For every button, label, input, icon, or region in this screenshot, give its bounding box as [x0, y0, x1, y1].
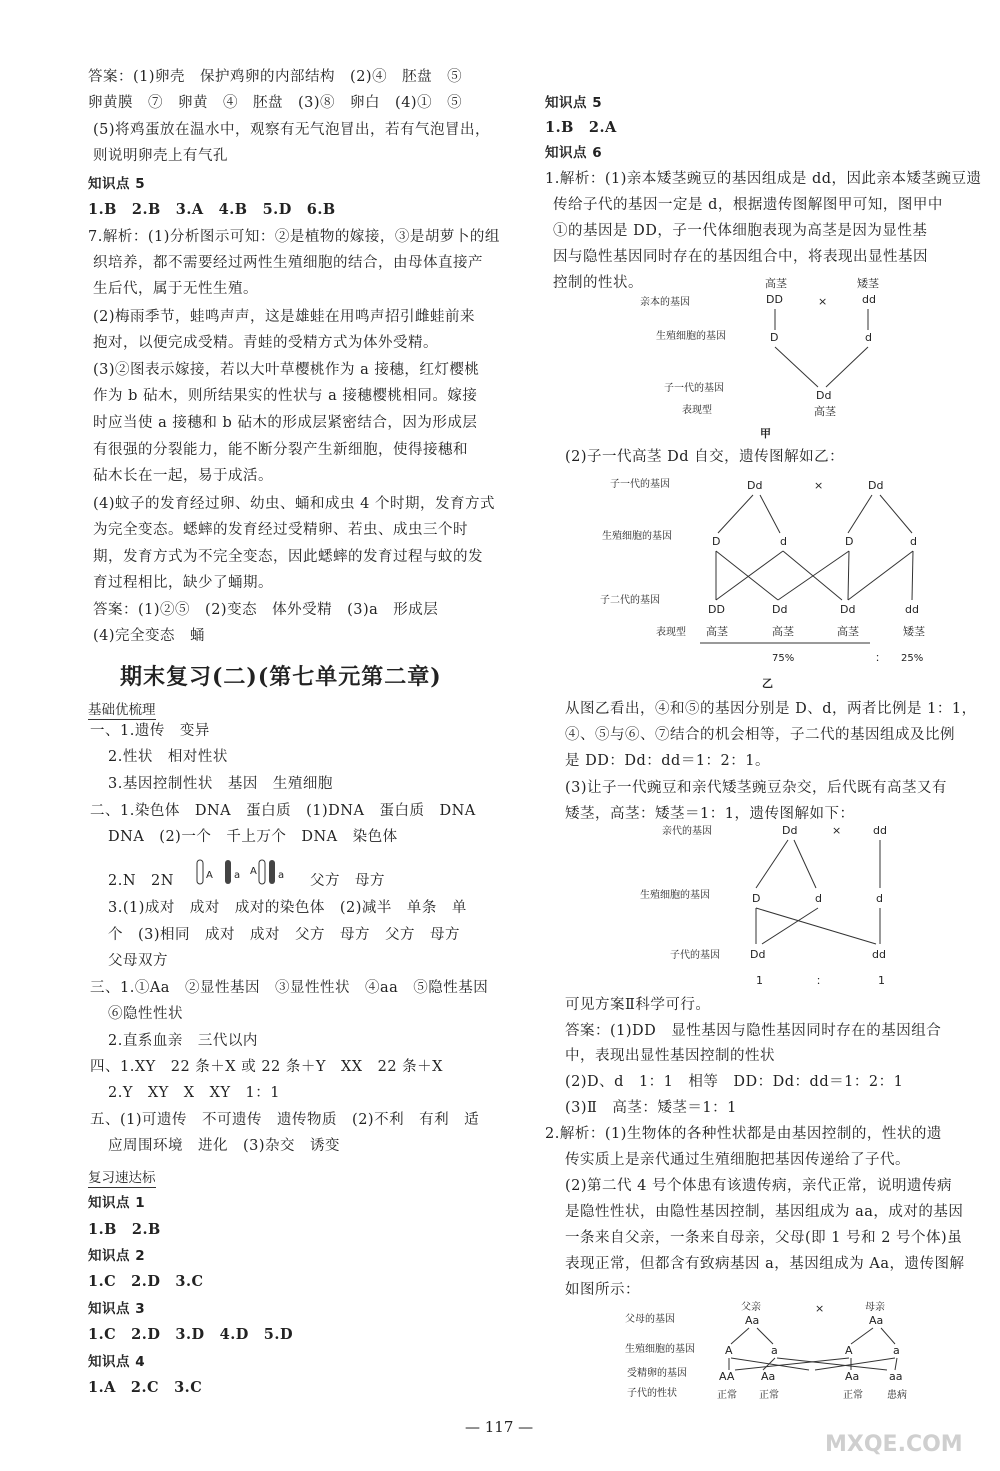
diagram-caption: 甲 [760, 427, 771, 440]
watermark: MXQE.COM [825, 1432, 963, 1457]
diagram-label: d [780, 535, 787, 548]
review-line: 应周围环境 进化 (3)杂交 诱变 [108, 1138, 341, 1154]
diagram-label: × [814, 479, 824, 492]
analysis-line: 是隐性性状，由隐性基因控制，基因组成为 aa，成对的基因 [565, 1204, 964, 1220]
analysis-line: (2)梅雨季节，蛙鸣声声，这是雄蛙在用鸣声招引雌蛙前来 [93, 309, 476, 325]
diagram-label: Dd [868, 479, 884, 492]
knowledge-point-heading: 知识点 4 [88, 1354, 146, 1370]
review-line: 3.(1)成对 成对 成对的染色体 (2)减半 单条 单 [108, 900, 467, 916]
analysis-line: (2)第二代 4 号个体患有该遗传病，亲代正常，说明遗传病 [565, 1178, 952, 1194]
diagram-label: dd [872, 948, 886, 961]
analysis-line: (3)让子一代豌豆和亲代矮茎豌豆杂交，后代既有高茎又有 [565, 780, 948, 796]
diagram-label: 高茎 [706, 625, 728, 638]
answer-line: (5)将鸡蛋放在温水中，观察有无气泡冒出，若有气泡冒出， [93, 122, 491, 138]
diagram-label: d [865, 331, 872, 344]
review-line: 三、1.①Aa ②显性基因 ③显性性状 ④aa ⑤隐性基因 [90, 980, 489, 996]
answer-line: (3)Ⅱ 高茎：矮茎＝1：1 [565, 1100, 737, 1116]
analysis-line: 一条来自父亲，一条来自母亲，父母(即 1 号和 2 号个体)虽 [565, 1230, 963, 1246]
diagram-label: 高茎 [765, 277, 787, 290]
answer-line: 答案：(1)卵壳 保护鸡卵的内部结构 (2)④ 胚盘 ⑤ [88, 69, 463, 85]
diagram-label: 亲代的基因 [662, 826, 712, 837]
knowledge-point-heading: 知识点 3 [88, 1301, 146, 1317]
analysis-line: ④、⑤与⑥、⑦结合的机会相等，子二代的基因组成及比例 [565, 727, 955, 743]
diagram-label: ： [816, 974, 827, 987]
diagram-label: 正常 [843, 1390, 863, 1401]
diagram-label: 患病 [887, 1390, 907, 1401]
answer-line: (2)D、d 1：1 相等 DD：Dd：dd＝1：2：1 [565, 1074, 904, 1090]
review-line: 3.基因控制性状 基因 生殖细胞 [108, 776, 333, 792]
analysis-line: 为完全变态。蟋蟀的发育经过受精卵、若虫、成虫三个时 [93, 522, 468, 538]
analysis-line: 控制的性状。 [553, 275, 643, 291]
diagram-label: 1 [756, 974, 763, 987]
arrow-line [826, 347, 868, 387]
arrow-line [775, 347, 818, 387]
knowledge-point-heading: 知识点 1 [88, 1195, 146, 1211]
diagram-label: aa [889, 1370, 903, 1383]
diagram-label: Dd [816, 389, 832, 402]
diagram-label: × [818, 295, 828, 308]
analysis-line: 从图乙看出，④和⑤的基因分别是 D、d，两者比例是 1：1， [565, 701, 977, 717]
answer-line: 中，表现出显性基因控制的性状 [565, 1048, 775, 1064]
knowledge-point-heading: 知识点 5 [88, 176, 146, 192]
analysis-line: 织培养，都不需要经过两性生殖细胞的结合，由母体直接产 [93, 255, 483, 271]
answer-line: 答案：(1)DD 显性基因与隐性基因同时存在的基因组合 [565, 1023, 942, 1039]
analysis-line: 矮茎，高茎：矮茎＝1：1，遗传图解如下： [565, 806, 855, 822]
review-line: DNA (2)一个 千上万个 DNA 染色体 [108, 829, 398, 845]
diagram-label: 正常 [717, 1390, 737, 1401]
review-line: 2.直系血亲 三代以内 [108, 1033, 258, 1049]
chromosome-icons [195, 858, 295, 888]
diagram-label: Aa [745, 1314, 760, 1327]
diagram-label: × [815, 1302, 825, 1315]
analysis-line: (2)子一代高茎 Dd 自交，遗传图解如乙： [565, 449, 845, 465]
analysis-line: (4)蚊子的发育经过卵、幼虫、蛹和成虫 4 个时期，发育方式 [93, 496, 495, 512]
answer-line: 1.B 2.B 3.A 4.B 5.D 6.B [88, 201, 336, 218]
diagram-label: Dd [772, 603, 788, 616]
diagram-label: A [725, 1344, 733, 1357]
analysis-line: 时应当使 a 接穗和 b 砧木的形成层紧密结合，因为形成层 [93, 415, 478, 431]
answer-line: 答案：(1)②⑤ (2)变态 体外受精 (3)a 形成层 [93, 602, 439, 618]
diagram-label: 高茎 [814, 405, 836, 418]
answer-line: 则说明卵壳上有气孔 [93, 148, 228, 164]
review-line: 五、(1)可遗传 不可遗传 遗传物质 (2)不利 有利 适 [90, 1112, 480, 1128]
analysis-line: 如图所示： [565, 1282, 640, 1298]
answer-line: 1.C 2.D 3.D 4.D 5.D [88, 1326, 294, 1343]
diagram-label: dd [862, 293, 876, 306]
review-line: ⑥隐性性状 [108, 1006, 183, 1022]
analysis-line: 砧木长在一起，易于成活。 [93, 468, 273, 484]
diagram-label: 生殖细胞的基因 [656, 331, 726, 342]
diagram-label: 矮茎 [857, 277, 879, 290]
analysis-line: 期，发育方式为不完全变态，因此蟋蟀的发育过程与蚊的发 [93, 549, 483, 565]
diagram-label: A [845, 1344, 853, 1357]
answer-line: 卵黄膜 ⑦ 卵黄 ④ 胚盘 (3)⑧ 卵白 (4)① ⑤ [88, 95, 463, 111]
diagram-label: Aa [869, 1314, 884, 1327]
review-line: 二、1.染色体 DNA 蛋白质 (1)DNA 蛋白质 DNA [90, 803, 476, 819]
answer-line: 1.B 2.B [88, 1221, 161, 1238]
review-line: 2.N 2N [108, 873, 174, 889]
analysis-line: 传实质上是亲代通过生殖细胞把基因传递给了子代。 [565, 1152, 910, 1168]
diagram-label: Dd [782, 824, 798, 837]
diagram-label: 父母的基因 [625, 1314, 675, 1325]
diagram-label: 生殖细胞的基因 [640, 890, 710, 901]
answer-line: 1.A 2.C 3.C [88, 1379, 203, 1396]
review-line: 2.性状 相对性状 [108, 749, 228, 765]
diagram-label: Dd [747, 479, 763, 492]
diagram-label: ： [875, 651, 886, 664]
diagram-label: d [815, 892, 822, 905]
diagram-label: DD [766, 293, 783, 306]
answer-line: (4)完全变态 蛹 [93, 628, 206, 644]
diagram-label: 父亲 [741, 1302, 761, 1313]
diagram-label: D [770, 331, 779, 344]
diagram-label: 生殖细胞的基因 [625, 1344, 695, 1355]
knowledge-point-heading: 知识点 2 [88, 1248, 146, 1264]
analysis-line: 作为 b 砧木，则所结果实的性状与 a 接穗樱桃相同。嫁接 [93, 388, 478, 404]
page-number: — 117 — [465, 1418, 534, 1436]
answer-line: 1.B 2.A [545, 119, 617, 136]
inheritance-diagram-c [640, 820, 900, 990]
knowledge-point-heading: 知识点 5 [545, 95, 603, 111]
analysis-line: ①的基因是 DD，子一代体细胞表现为高茎是因为显性基 [553, 223, 928, 239]
inheritance-diagram-a [640, 275, 930, 445]
svg-text:A: A [206, 870, 213, 881]
analysis-line: 7.解析：(1)分析图示可知：②是植物的嫁接，③是胡萝卜的组 [88, 229, 500, 245]
review-line: 个 (3)相同 成对 成对 父方 母方 父方 母方 [108, 927, 461, 943]
diagram-label: D [752, 892, 761, 905]
diagram-label: D [845, 535, 854, 548]
analysis-line: 表现正常，但都含有致病基因 a，基因组成为 Aa，遗传图解 [565, 1256, 965, 1272]
review-line: 父方 母方 [310, 873, 385, 889]
review-line: 一、1.遗传 变异 [90, 723, 210, 739]
diagram-label: dd [873, 824, 887, 837]
diagram-label: 高茎 [772, 625, 794, 638]
diagram-label: 生殖细胞的基因 [602, 531, 672, 542]
diagram-label: dd [905, 603, 919, 616]
diagram-label: 表现型 [682, 405, 712, 416]
diagram-label: D [712, 535, 721, 548]
diagram-label: AA [719, 1370, 735, 1383]
diagram-label: a [771, 1344, 778, 1357]
analysis-line: 抱对，以便完成受精。青蛙的受精方式为体外受精。 [93, 335, 438, 351]
diagram-label: 高茎 [837, 625, 859, 638]
diagram-label: d [876, 892, 883, 905]
diagram-label: 25% [901, 653, 924, 664]
diagram-label: Dd [750, 948, 766, 961]
analysis-line: 是 DD：Dd：dd＝1：2：1。 [565, 753, 771, 769]
diagram-label: 子代的基因 [670, 950, 720, 961]
analysis-line: 育过程相比，缺少了蛹期。 [93, 575, 273, 591]
knowledge-point-heading: 知识点 6 [545, 145, 603, 161]
analysis-line: 生后代，属于无性生殖。 [93, 281, 258, 297]
section-title: 期末复习(二)(第七单元第二章) [120, 664, 442, 690]
analysis-line: 2.解析：(1)生物体的各种性状都是由基因控制的，性状的遗 [545, 1126, 942, 1142]
diagram-label: 亲本的基因 [640, 297, 690, 308]
diagram-label: × [832, 824, 842, 837]
analysis-line: (3)②图表示嫁接，若以大叶草樱桃作为 a 接穗，红灯樱桃 [93, 362, 480, 378]
section-heading: 复习速达标 [88, 1166, 156, 1188]
diagram-label: a [893, 1344, 900, 1357]
diagram-label: 矮茎 [903, 625, 925, 638]
review-line: 四、1.XY 22 条＋X 或 22 条＋Y XX 22 条＋X [90, 1059, 443, 1075]
analysis-line: 有很强的分裂能力，能不断分裂产生新细胞，使得接穗和 [93, 442, 468, 458]
diagram-label: Dd [840, 603, 856, 616]
diagram-label: 母亲 [865, 1302, 885, 1313]
diagram-label: Aa [761, 1370, 776, 1383]
diagram-label: 子代的性状 [627, 1388, 677, 1399]
diagram-label: 受精卵的基因 [627, 1368, 687, 1379]
inheritance-diagram-b [590, 475, 930, 690]
analysis-line: 因与隐性基因同时存在的基因组合中，将表现出显性基因 [553, 249, 928, 265]
diagram-label: Aa [845, 1370, 860, 1383]
diagram-label: 子一代的基因 [610, 479, 670, 490]
diagram-label: 1 [878, 974, 885, 987]
section-heading: 基础优梳理 [88, 698, 156, 720]
inheritance-diagram-d [625, 1300, 925, 1400]
analysis-line: 传给子代的基因一定是 d，根据遗传图解图甲可知，图甲中 [553, 197, 943, 213]
svg-text:A: A [250, 866, 257, 877]
diagram-label: DD [708, 603, 725, 616]
diagram-label: 正常 [759, 1390, 779, 1401]
diagram-label: 表现型 [656, 627, 686, 638]
review-line: 父母双方 [108, 953, 168, 969]
diagram-label: 子二代的基因 [600, 595, 660, 606]
diagram-caption: 乙 [762, 677, 773, 690]
answer-line: 1.C 2.D 3.C [88, 1273, 204, 1290]
svg-text:a: a [234, 870, 241, 881]
analysis-line: 1.解析：(1)亲本矮茎豌豆的基因组成是 dd，因此亲本矮茎豌豆遗 [545, 171, 982, 187]
review-line: 2.Y XY X XY 1：1 [108, 1085, 280, 1101]
diagram-label: 75% [772, 653, 795, 664]
analysis-line: 可见方案Ⅱ科学可行。 [565, 997, 711, 1013]
diagram-label: d [910, 535, 917, 548]
diagram-label: 子一代的基因 [664, 383, 724, 394]
svg-text:a: a [278, 870, 285, 881]
